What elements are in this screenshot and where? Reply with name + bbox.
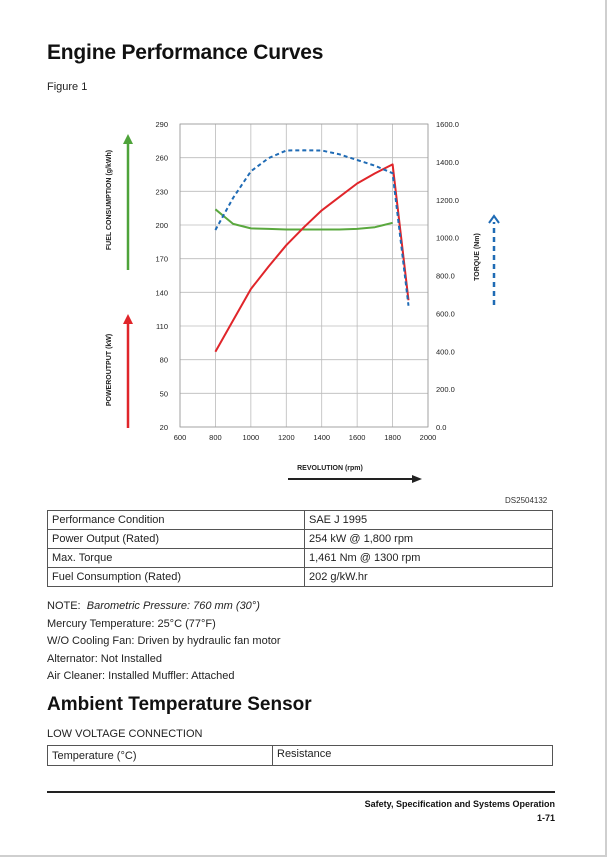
left-tick-label: 20: [159, 423, 168, 432]
x-tick-label: 1400: [313, 433, 331, 442]
temperature-header: Temperature (°C): [48, 746, 273, 765]
row-label: Performance Condition: [48, 511, 305, 530]
right-tick-label: 1600.0: [436, 120, 459, 129]
row-value: 1,461 Nm @ 1300 rpm: [305, 549, 553, 568]
left-tick-label: 80: [159, 355, 168, 365]
table-row: [48, 530, 553, 549]
page-title: Engine Performance Curves: [47, 41, 324, 64]
performance-chart: [0, 110, 607, 500]
row-label: Fuel Consumption (Rated): [48, 568, 305, 587]
note-line: Mercury Temperature: 25°C (77°F): [47, 617, 216, 630]
note-line: Air Cleaner: Installed Muffler: Attached: [47, 670, 235, 682]
right-tick-label: 600.0: [436, 309, 455, 319]
page-number: 1-71: [536, 813, 555, 823]
right-tick-label: 0.0: [436, 423, 447, 432]
note-label: NOTE:: [47, 600, 81, 612]
left-tick-label: 290: [155, 120, 168, 129]
x-tick-label: 800: [209, 433, 222, 442]
x-axis-label: REVOLUTION (rpm): [297, 465, 363, 472]
left-tick-label: 110: [156, 322, 168, 331]
figure-label: Figure 1: [47, 81, 88, 93]
note-line: W/O Cooling Fan: Driven by hydraulic fan motor: [47, 635, 281, 647]
plot-frame: [180, 124, 428, 427]
right-tick-label: 1000.0: [436, 233, 459, 243]
table-row: [48, 511, 553, 530]
right-tick-label: 1200.0: [436, 195, 459, 205]
left-tick-label: 140: [155, 288, 168, 298]
x-tick-label: 1000: [242, 433, 260, 442]
resistance-header: Resistance: [277, 748, 332, 760]
fuel-arrow-head: [123, 134, 133, 144]
x-tick-label: 1800: [384, 433, 401, 442]
row-value: 202 g/kW.hr: [305, 568, 553, 587]
power-axis-label: POWEROUTPUT (kW): [106, 333, 113, 407]
note-line: [47, 598, 281, 616]
footer-section-title: Safety, Specification and Systems Operation: [364, 799, 555, 809]
left-tick-label: 230: [155, 187, 168, 197]
right-tick-label: 800.0: [436, 271, 455, 281]
fuel-axis-label: FUEL CONSUMPTION (g/kWh): [106, 149, 113, 251]
left-tick-label: 260: [155, 153, 168, 163]
torque-arrow-head: [489, 216, 499, 223]
right-tick-label: 200.0: [436, 385, 455, 395]
table-row: [48, 568, 553, 587]
power-arrow-head: [123, 314, 133, 324]
x-tick-label: 1200: [277, 433, 295, 442]
connection-subtitle: LOW VOLTAGE CONNECTION: [47, 728, 203, 740]
row-value: 254 kW @ 1,800 rpm: [305, 530, 553, 549]
power-output-line: [215, 164, 408, 351]
x-tick-label: 1600: [348, 433, 366, 442]
row-label: Max. Torque: [48, 549, 305, 568]
x-tick-label: 2000: [419, 433, 437, 442]
notes-block: [47, 598, 281, 686]
note-text: Barometric Pressure: 760 mm (30°): [86, 600, 260, 612]
row-label: Power Output (Rated): [48, 530, 305, 549]
performance-table: [47, 510, 553, 587]
left-tick-label: 50: [159, 389, 168, 399]
table-row: [48, 549, 553, 568]
footer-rule: [47, 791, 555, 793]
section-title: Ambient Temperature Sensor: [47, 694, 312, 715]
x-tick-label: 600: [173, 433, 187, 442]
temperature-table: [47, 745, 553, 766]
diagram-code: DS2504132: [505, 496, 548, 505]
torque-line: [215, 150, 408, 305]
row-value: SAE J 1995: [305, 511, 553, 530]
right-tick-label: 400.0: [436, 347, 455, 357]
note-line: Alternator: Not Installed: [47, 652, 162, 665]
torque-axis-label: TORQUE (Nm): [474, 233, 481, 281]
left-tick-label: 170: [155, 254, 168, 264]
revolution-arrow-head: [412, 475, 422, 483]
right-tick-label: 1400.0: [436, 157, 459, 167]
left-tick-label: 200: [155, 221, 168, 230]
